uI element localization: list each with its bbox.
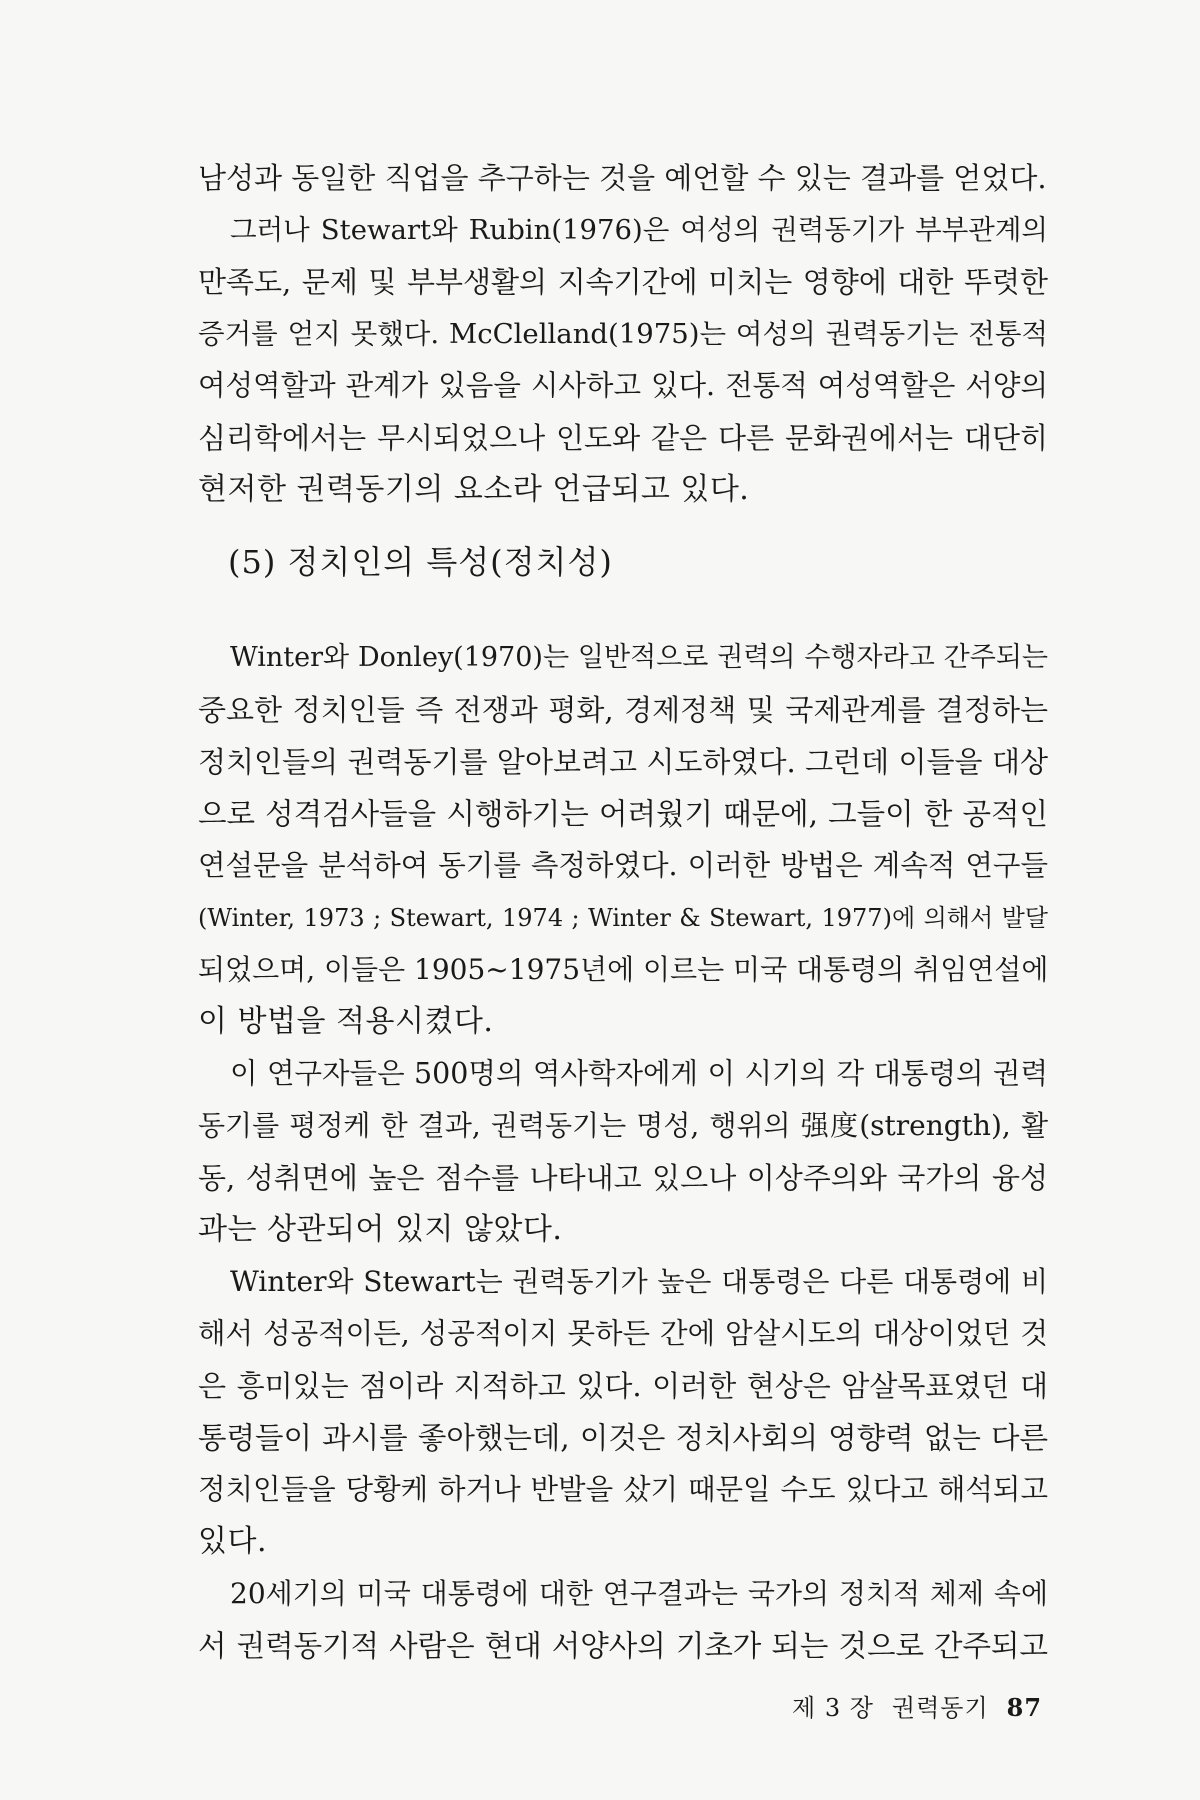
text-line: 만족도, 문제 및 부부생활의 지속기간에 미치는 영향에 대한 뚜렷한 xyxy=(198,265,1048,299)
text-line: 과는 상관되어 있지 않았다. xyxy=(198,1212,563,1247)
text-line: (Winter, 1973 ; Stewart, 1974 ; Winter & Stewart, 1977)에 의해서 발달 xyxy=(198,904,1048,932)
page-number: 87 xyxy=(1006,1693,1043,1722)
text-line: 20세기의 미국 대통령에 대한 연구결과는 국가의 정치적 체제 속에 xyxy=(230,1577,1048,1610)
section-heading: (5) 정치인의 특성(정치성) xyxy=(228,543,613,581)
text-line: 해서 성공적이든, 성공적이지 못하든 간에 암살시도의 대상이었던 것 xyxy=(198,1317,1048,1350)
text-line: 심리학에서는 무시되었으나 인도와 같은 다른 문화권에서는 대단히 xyxy=(198,421,1048,455)
text-line: 중요한 정치인들 즉 전쟁과 평화, 경제정책 및 국제관계를 결정하는 xyxy=(198,693,1048,727)
text-line: 동기를 평정케 한 결과, 권력동기는 명성, 행위의 强度(strength), 활 xyxy=(198,1109,1048,1142)
paragraph-6 xyxy=(198,1568,1048,1672)
page-footer xyxy=(792,1690,1042,1726)
text-line: 되었으며, 이들은 1905~1975년에 이르는 미국 대통령의 취임연설에 xyxy=(198,953,1049,986)
text-line: 증거를 얻지 못했다. McClelland(1975)는 여성의 권력동기는 전통적 xyxy=(198,318,1048,350)
text-line: 은 흥미있는 점이라 지적하고 있다. 이러한 현상은 암살목표였던 대 xyxy=(198,1369,1048,1403)
paragraph-1 xyxy=(198,152,1048,204)
text-line: 서 권력동기적 사람은 현대 서양사의 기초가 되는 것으로 간주되고 xyxy=(198,1629,1048,1663)
paragraph-5 xyxy=(198,1256,1048,1568)
text-line: 동, 성취면에 높은 점수를 나타내고 있으나 이상주의와 국가의 융성 xyxy=(198,1161,1048,1195)
text-line: 현저한 권력동기의 요소라 언급되고 있다. xyxy=(198,472,750,507)
text-line: Winter와 Donley(1970)는 일반적으로 권력의 수행자라고 간주되는 xyxy=(230,642,1048,673)
text-line: 정치인들을 당황케 하거나 반발을 샀기 때문일 수도 있다고 해석되고 xyxy=(198,1473,1048,1506)
text-line: 이 방법을 적용시켰다. xyxy=(198,1004,494,1039)
paragraph-4 xyxy=(198,1048,1048,1256)
footer-chapter-title: 권력동기 xyxy=(891,1694,989,1722)
text-line: 이 연구자들은 500명의 역사학자에게 이 시기의 각 대통령의 권력 xyxy=(230,1057,1048,1090)
footer-chapter: 제 3 장 xyxy=(792,1694,874,1722)
text-line: 통령들이 과시를 좋아했는데, 이것은 정치사회의 영향력 없는 다른 xyxy=(198,1421,1048,1455)
text-line: 정치인들의 권력동기를 알아보려고 시도하였다. 그런데 이들을 대상 xyxy=(198,745,1048,779)
text-line: 으로 성격검사들을 시행하기는 어려웠기 때문에, 그들이 한 공적인 xyxy=(198,797,1048,831)
text-line: Winter와 Stewart는 권력동기가 높은 대통령은 다른 대통령에 비 xyxy=(230,1265,1048,1298)
text-line: 연설문을 분석하여 동기를 측정하였다. 이러한 방법은 계속적 연구들 xyxy=(198,849,1048,882)
text-line: 그러나 Stewart와 Rubin(1976)은 여성의 권력동기가 부부관계의 xyxy=(230,214,1048,246)
text-line: 있다. xyxy=(198,1524,267,1559)
text-line: 남성과 동일한 직업을 추구하는 것을 예언할 수 있는 결과를 얻었다. xyxy=(198,161,1047,195)
paragraph-2 xyxy=(198,204,1048,516)
paragraph-3 xyxy=(198,632,1048,1048)
text-line: 여성역할과 관계가 있음을 시사하고 있다. 전통적 여성역할은 서양의 xyxy=(198,369,1048,402)
